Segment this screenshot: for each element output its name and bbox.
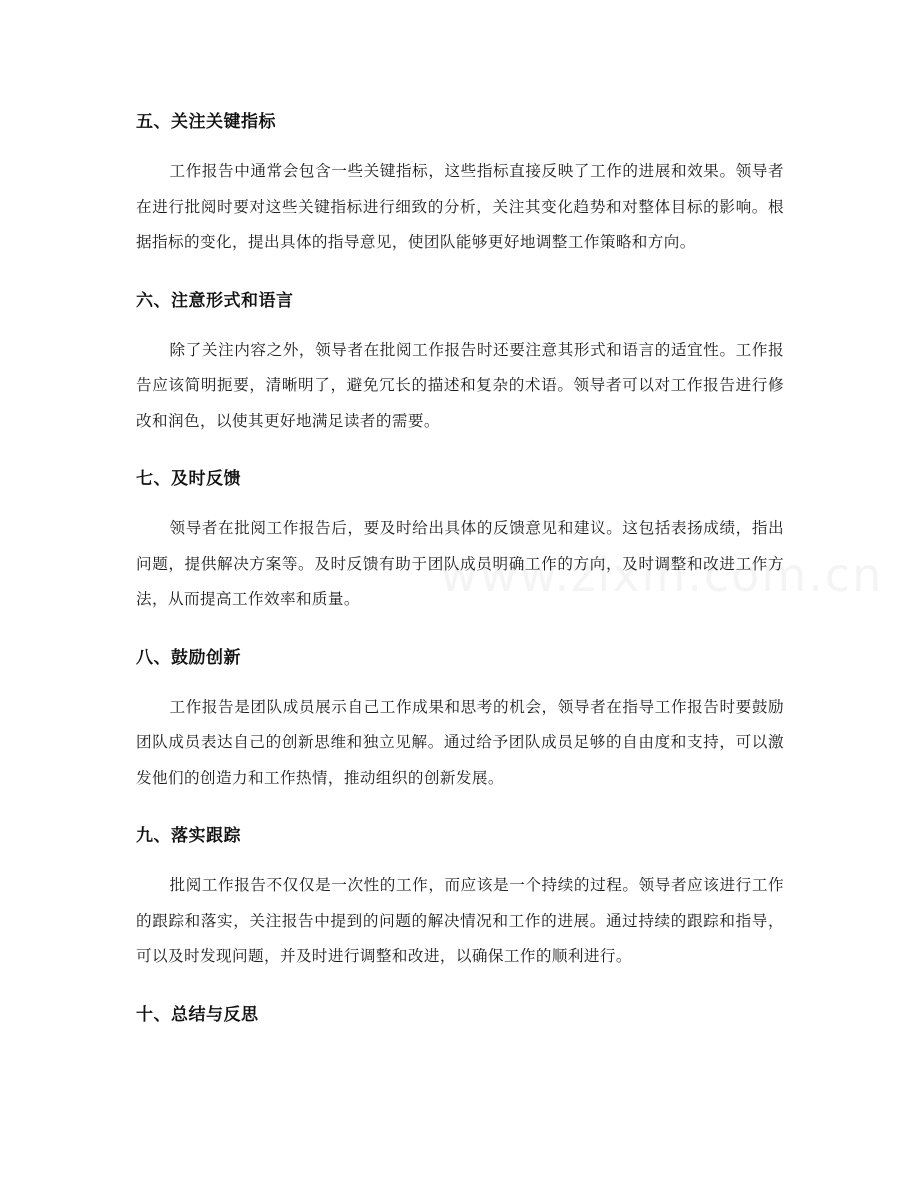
section-heading-7: 七、及时反馈	[136, 469, 241, 489]
section-heading-6: 六、注意形式和语言	[136, 290, 294, 311]
section-paragraph-9: 批阅工作报告不仅仅是一次性的工作，而应该是一个持续的过程。领导者应该进行工作的跟踪和落实，关注报告中提到的问题的解决情况和工作的进展。通过持续的跟踪和指导，可以及时发现问题，并及时进行调整和改进，以确保工作的顺利进行。	[136, 876, 784, 965]
section-paragraph-5: 工作报告中通常会包含一些关键指标，这些指标直接反映了工作的进展和效果。领导者在进行批阅时要对这些关键指标进行细致的分析，关注其变化趋势和对整体目标的影响。根据指标的变化，提出具体的指导意见，使团队能够更好地调整工作策略和方向。	[136, 162, 784, 251]
section-heading-5: 五、关注关键指标	[136, 112, 276, 132]
section-paragraph-6: 除了关注内容之外，领导者在批阅工作报告时还要注意其形式和语言的适宜性。工作报告应该简明扼要，清晰明了，避免冗长的描述和复杂的术语。领导者可以对工作报告进行修改和润色，以使其更好地满足读者的需要。	[136, 340, 784, 430]
section-paragraph-7: 领导者在批阅工作报告后，要及时给出具体的反馈意见和建议。这包括表扬成绩，指出问题，提供解决方案等。及时反馈有助于团队成员明确工作的方向，及时调整和改进工作方法，从而提高工作效率和质量。	[136, 519, 784, 608]
section-paragraph-8: 工作报告是团队成员展示自己工作成果和思考的机会，领导者在指导工作报告时要鼓励团队成员表达自己的创新思维和独立见解。通过给予团队成员足够的自由度和支持，可以激发他们的创造力和工作热情，推动组织的创新发展。	[136, 697, 784, 787]
section-heading-9: 九、落实跟踪	[136, 826, 241, 846]
section-heading-8: 八、鼓励创新	[136, 647, 241, 668]
section-heading-10: 十、总结与反思	[136, 1004, 259, 1025]
document-content	[136, 106, 784, 1031]
